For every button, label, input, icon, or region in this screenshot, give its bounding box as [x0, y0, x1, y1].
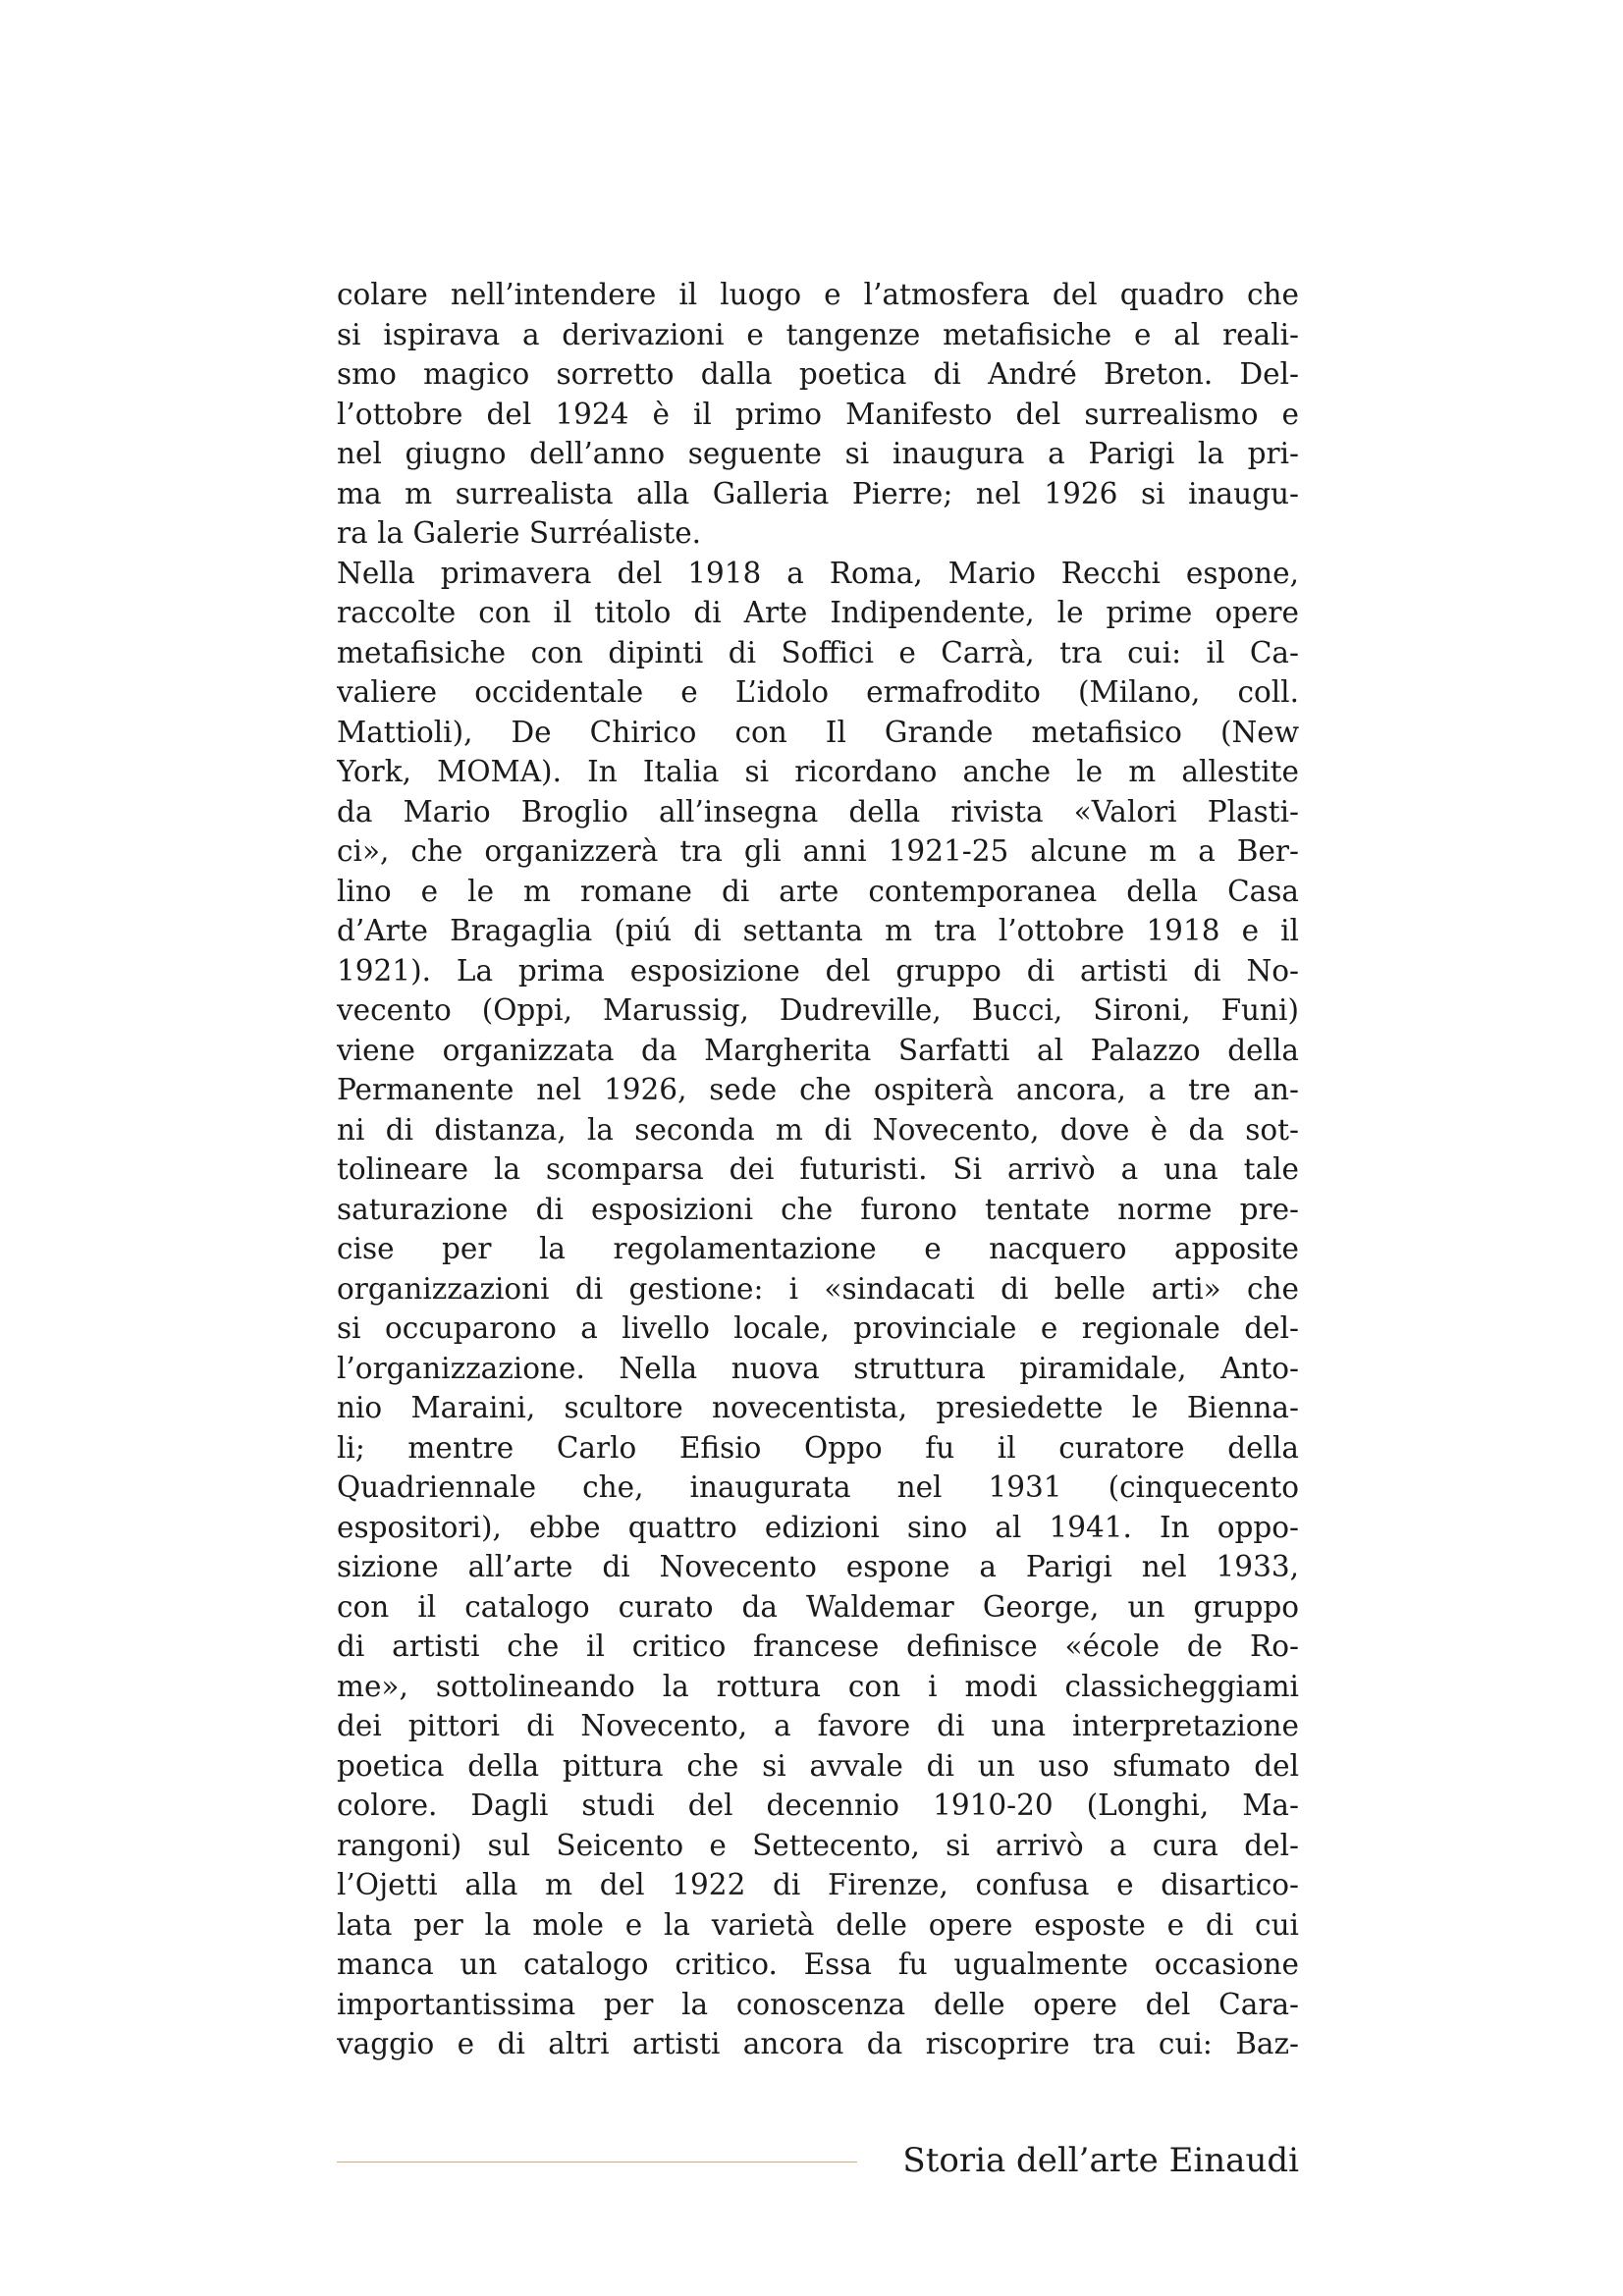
- text-line: con il catalogo curato da Waldemar George, un gruppo: [337, 1589, 1299, 1624]
- text-line: d’Arte Bragaglia (piú di settanta m tra l’ottobre 1918 e il: [337, 914, 1299, 947]
- text-line: me», sottolineando la rottura con i modi classicheggiami: [337, 1669, 1299, 1703]
- text-line: Permanente nel 1926, sede che ospiterà ancora, a tre an-: [337, 1073, 1299, 1106]
- text-line: viene organizzata da Margherita Sarfatti al Palazzo della: [337, 1033, 1299, 1067]
- text-line: espositori), ebbe quattro edizioni sino al 1941. In oppo-: [337, 1510, 1299, 1544]
- text-line: saturazione di esposizioni che furono tentate norme pre-: [337, 1192, 1299, 1226]
- text-line: tolineare la scomparsa dei futuristi. Si arrivò a una tale: [337, 1152, 1299, 1186]
- text-line: lino e le m romane di arte contemporanea della Casa: [337, 874, 1299, 908]
- text-line: dei pittori di Novecento, a favore di una interpretazione: [337, 1709, 1299, 1742]
- text-line: colore. Dagli studi del decennio 1910-20 (Longhi, Ma-: [337, 1789, 1299, 1822]
- text-line: l’ottobre del 1924 è il primo Manifesto del surrealismo e: [337, 397, 1299, 431]
- body-text: [337, 275, 1299, 2064]
- text-line: vaggio e di altri artisti ancora da riscoprire tra cui: Baz-: [337, 2027, 1299, 2060]
- text-line: da Mario Broglio all’insegna della rivista «Valori Plasti-: [337, 794, 1299, 828]
- text-line: nio Maraini, scultore novecentista, presiedette le Bienna-: [337, 1391, 1299, 1424]
- text-line: valiere occidentale e L’idolo ermafrodito (Milano, coll.: [337, 675, 1299, 709]
- text-line: colare nell’intendere il luogo e l’atmosfera del quadro che: [337, 278, 1299, 311]
- text-line: ra la Galerie Surréaliste.: [337, 516, 702, 550]
- text-line: cise per la regolamentazione e nacquero apposite: [337, 1232, 1299, 1265]
- text-line: raccolte con il titolo di Arte Indipendente, le prime opere: [337, 596, 1299, 629]
- text-line: ni di distanza, la seconda m di Novecento, dove è da sot-: [337, 1112, 1299, 1147]
- text-line: si ispirava a derivazioni e tangenze metafisiche e al reali-: [337, 317, 1299, 351]
- footer-title: Storia dell’arte Einaudi: [902, 2141, 1299, 2180]
- footer-rule: [337, 2162, 857, 2163]
- text-line: ma m surrealista alla Galleria Pierre; nel 1926 si inaugu-: [337, 476, 1299, 510]
- text-line: organizzazioni di gestione: i «sindacati di belle arti» che: [337, 1271, 1299, 1306]
- text-line: smo magico sorretto dalla poetica di André Breton. Del-: [337, 357, 1299, 391]
- text-line: sizione all’arte di Novecento espone a Parigi nel 1933,: [337, 1550, 1299, 1583]
- text-line: Mattioli), De Chirico con Il Grande metafisico (New: [337, 715, 1299, 749]
- text-line: si occuparono a livello locale, provinciale e regionale del-: [337, 1311, 1299, 1345]
- text-line: l’Ojetti alla m del 1922 di Firenze, confusa e disartico-: [337, 1868, 1299, 1901]
- text-line: vecento (Oppi, Marussig, Dudreville, Bucci, Sironi, Funi): [337, 993, 1299, 1027]
- text-line: Nella primavera del 1918 a Roma, Mario Recchi espone,: [337, 556, 1299, 590]
- text-line: metafisiche con dipinti di Soffici e Carrà, tra cui: il Ca-: [337, 635, 1299, 669]
- text-line: ci», che organizzerà tra gli anni 1921-25 alcune m a Ber-: [337, 834, 1299, 868]
- text-line: lata per la mole e la varietà delle opere esposte e di cui: [337, 1907, 1299, 1942]
- text-line: importantissima per la conoscenza delle opere del Cara-: [337, 1987, 1299, 2021]
- text-line: li; mentre Carlo Efisio Oppo fu il curatore della: [337, 1430, 1299, 1465]
- text-line: rangoni) sul Seicento e Settecento, si arrivò a cura del-: [337, 1828, 1299, 1862]
- text-line: manca un catalogo critico. Essa fu ugualmente occasione: [337, 1948, 1299, 1981]
- text-line: poetica della pittura che si avvale di un uso sfumato del: [337, 1748, 1299, 1783]
- text-line: l’organizzazione. Nella nuova struttura piramidale, Anto-: [337, 1351, 1299, 1385]
- text-line: nel giugno dell’anno seguente si inaugura a Parigi la pri-: [337, 437, 1299, 470]
- text-line: Quadriennale che, inaugurata nel 1931 (cinquecento: [337, 1470, 1299, 1504]
- text-line: di artisti che il critico francese definisce «école de Ro-: [337, 1629, 1299, 1663]
- text-line: York, MOMA). In Italia si ricordano anche le m allestite: [337, 755, 1299, 788]
- text-line: 1921). La prima esposizione del gruppo di artisti di No-: [337, 953, 1299, 988]
